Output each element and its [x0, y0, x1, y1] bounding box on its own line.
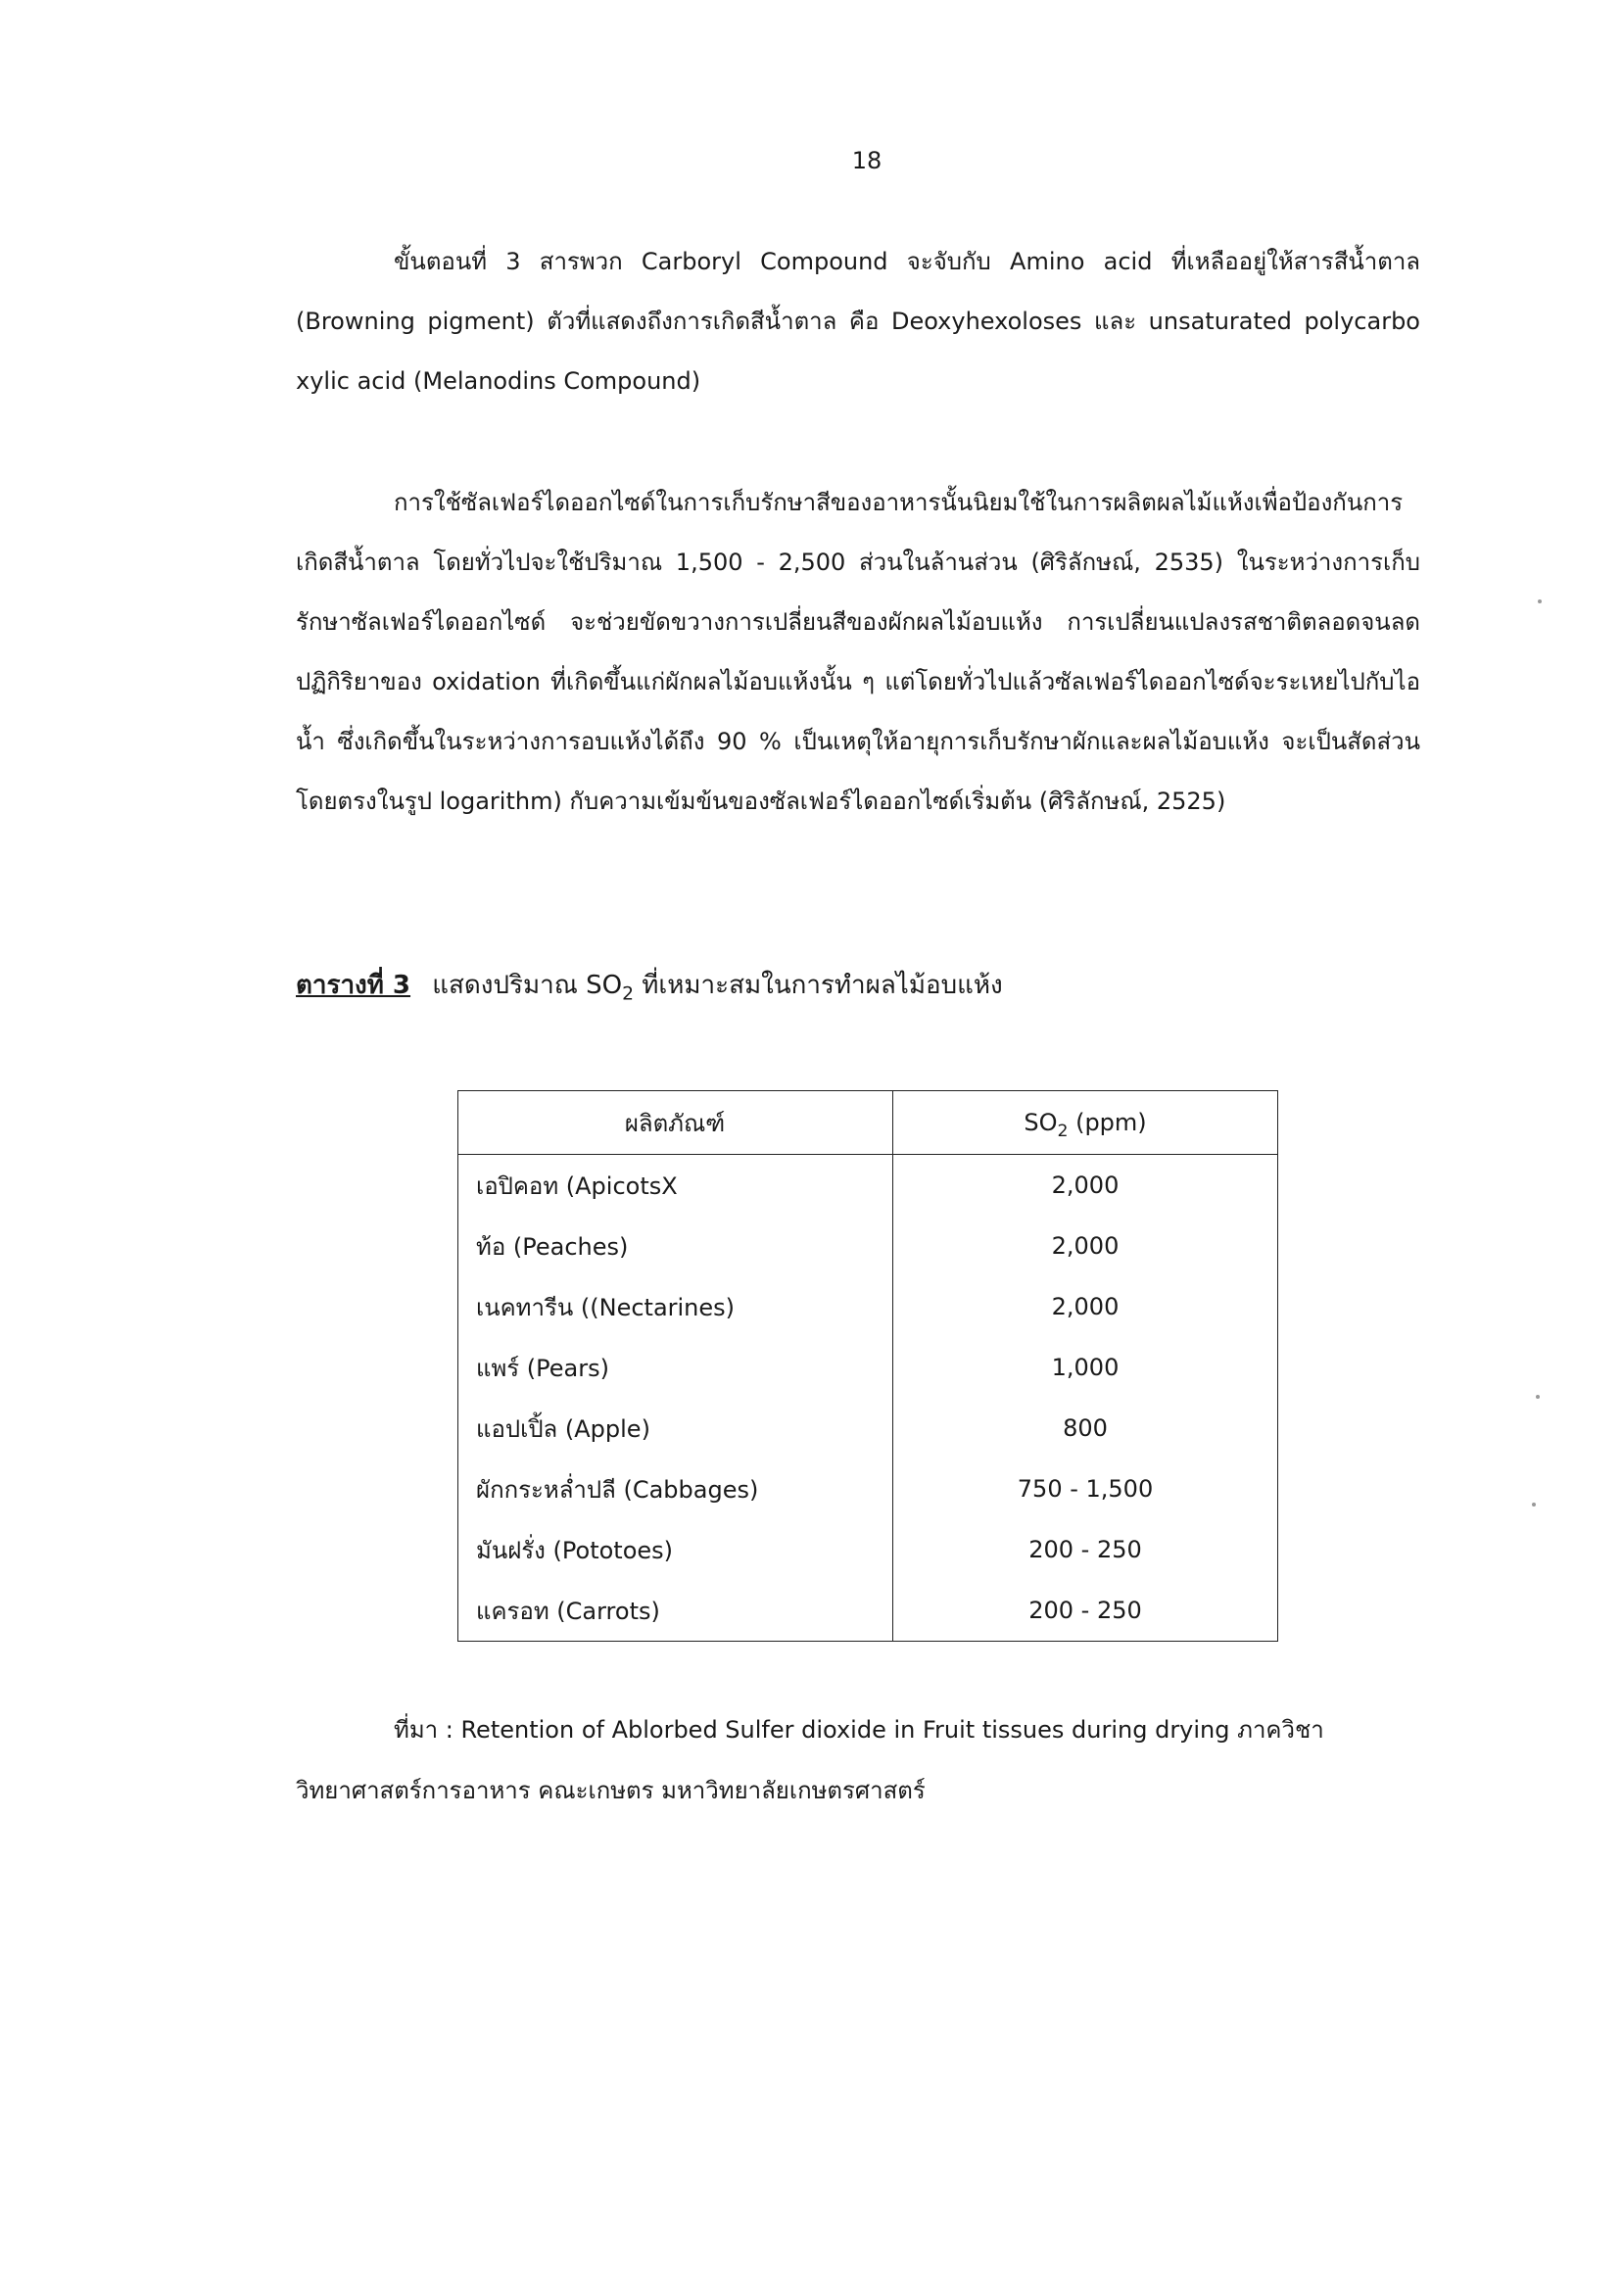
header-so2-suffix: (ppm): [1068, 1109, 1147, 1136]
header-product: ผลิตภัณฑ์: [458, 1091, 893, 1155]
paragraph-2-text: การใช้ซัลเฟอร์ไดออกไซด์ในการเก็บรักษาสีของอาหารนั้นนิยมใช้ในการผลิตผลไม้แห้งเพื่อป้องกันการเกิดสีน้ำตาล โดยทั่วไปจะใช้ปริมาณ 1,500 - 2,500 ส่วนในล้านส่วน (ศิริลักษณ์, 2535) ในระหว่างการเก็บรักษาซัลเฟอร์ไดออกไซด์ จะช่วยขัดขวางการเปลี่ยนสีของผักผลไม้อบแห้ง การเปลี่ยนแปลงรสชาติตลอดจนลดปฏิกิริยาของ oxidation ที่เกิดขึ้นแก่ผักผลไม้อบแห้งนั้น ๆ แต่โดยทั่วไปแล้วซัลเฟอร์ไดออกไซด์จะระเหยไปกับไอน้ำ ซึ่งเกิดขึ้นในระหว่างการอบแห้งได้ถึง 90 % เป็นเหตุให้อายุการเก็บรักษาผักและผลไม้อบแห้ง จะเป็นสัดส่วนโดยตรงในรูป logarithm) กับความเข้มข้นของซัลเฟอร์ไดออกไซด์เริ่มต้น (ศิริลักษณ์, 2525): [296, 489, 1420, 815]
header-so2-subscript: 2: [1057, 1122, 1069, 1142]
product-cell: เนคทารีน ((Nectarines): [458, 1276, 893, 1337]
page-number: 18: [851, 147, 883, 174]
header-so2: [893, 1091, 1278, 1155]
product-cell: ผักกระหล่ำปลี (Cabbages): [458, 1459, 893, 1519]
table-row: [458, 1337, 1278, 1398]
paragraph-sulfur-dioxide: [296, 473, 1420, 832]
header-so2-prefix: SO: [1024, 1109, 1058, 1136]
table-row: [458, 1519, 1278, 1580]
product-cell: แอปเปิ้ล (Apple): [458, 1398, 893, 1459]
so2-value-cell: 800: [893, 1398, 1278, 1459]
table-caption-text-after: ที่เหมาะสมในการทำผลไม้อบแห้ง: [642, 971, 1003, 1000]
so2-value-cell: 2,000: [893, 1216, 1278, 1276]
table-row: [458, 1155, 1278, 1217]
table-row: [458, 1276, 1278, 1337]
so2-value-cell: 200 - 250: [893, 1519, 1278, 1580]
so2-value-cell: 750 - 1,500: [893, 1459, 1278, 1519]
paragraph-step-3: [296, 232, 1420, 411]
scan-speck: [1532, 1503, 1536, 1507]
table-row: [458, 1580, 1278, 1642]
table-row: [458, 1216, 1278, 1276]
table-caption-subscript: 2: [622, 983, 634, 1005]
so2-value-cell: 2,000: [893, 1276, 1278, 1337]
product-cell: เอปิคอท (ApicotsX: [458, 1155, 893, 1217]
so2-value-cell: 2,000: [893, 1155, 1278, 1217]
table-row: [458, 1459, 1278, 1519]
table-header-row: [458, 1091, 1278, 1155]
scan-speck: [1538, 599, 1542, 603]
source-text: ที่มา : Retention of Ablorbed Sulfer dioxide in Fruit tissues during drying ภาควิชาวิทยาศาสตร์การอาหาร คณะเกษตร มหาวิทยาลัยเกษตรศาสตร์: [296, 1716, 1324, 1804]
so2-value-cell: 1,000: [893, 1337, 1278, 1398]
scan-speck: [1536, 1395, 1540, 1399]
product-cell: ท้อ (Peaches): [458, 1216, 893, 1276]
so2-value-cell: 200 - 250: [893, 1580, 1278, 1642]
table-caption: [296, 965, 1003, 1005]
source-note: [296, 1699, 1420, 1821]
table-row: [458, 1398, 1278, 1459]
so2-table: [457, 1090, 1278, 1642]
table-caption-text-before: แสดงปริมาณ SO: [432, 971, 623, 1000]
product-cell: แพร์ (Pears): [458, 1337, 893, 1398]
product-cell: แครอท (Carrots): [458, 1580, 893, 1642]
product-cell: มันฝรั่ง (Pototoes): [458, 1519, 893, 1580]
paragraph-1-text: ขั้นตอนที่ 3 สารพวก Carboryl Compound จะจับกับ Amino acid ที่เหลืออยู่ให้สารสีน้ำตาล (Browning pigment) ตัวที่แสดงถึงการเกิดสีน้ำตาล คือ Deoxyhexoloses และ unsaturated polycarbo xylic acid (Melanodins Compound): [296, 248, 1420, 395]
table-caption-label: ตารางที่ 3: [296, 971, 411, 1000]
